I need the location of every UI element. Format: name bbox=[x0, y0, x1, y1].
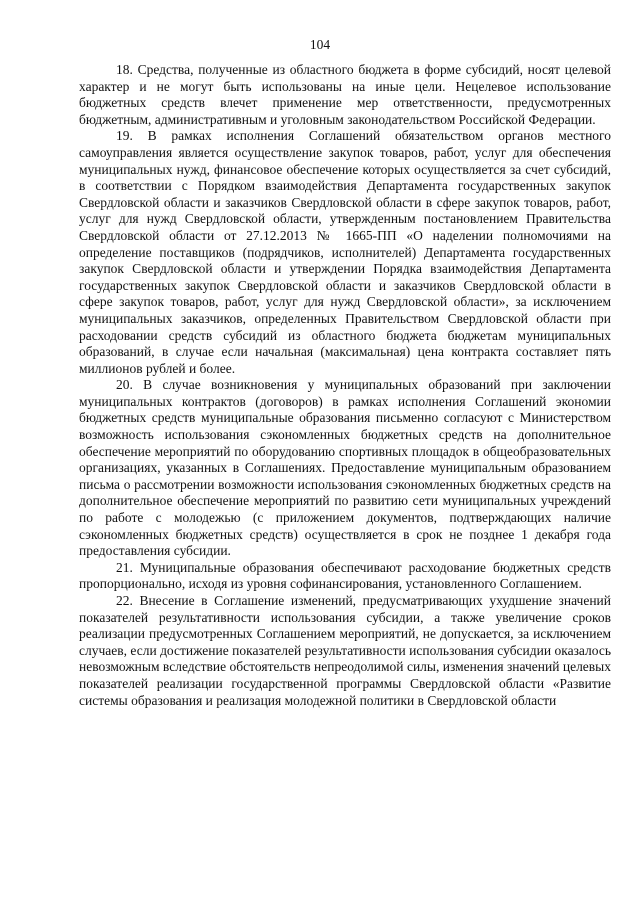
paragraph-21: 21. Муниципальные образования обеспечивают расходование бюджетных средств пропорционально, исходя из уровня софинансирования, установленного Соглашением. bbox=[79, 559, 611, 592]
paragraph-22: 22. Внесение в Соглашение изменений, предусматривающих ухудшение значений показателей результативности использования субсидии, а также увеличение сроков реализации предусмотренных Соглашением мероприятий, не допускается, за исключением случаев, если достижение показателей результативности использования субсидии оказалось невозможным вследствие обстоятельств непреодолимой силы, изменения значений целевых показателей реализации государственной программы Свердловской области «Развитие системы образования и реализация молодежной политики в Свердловской области bbox=[79, 593, 611, 708]
page-number: 104 bbox=[309, 37, 331, 52]
paragraph-20: 20. В случае возникновения у муниципальных образований при заключении муниципальных контрактов (договоров) в рамках исполнения Соглашений экономии бюджетных средств муниципальные образования письменно согласуют с Министерством возможность использования сэкономленных бюджетных средств на дополнительное обеспечение мероприятий по оборудованию спортивных площадок в общеобразовательных организациях, указанных в Соглашениях. Предоставление муниципальным образованием письма о рассмотрении возможности использования сэкономленных бюджетных средств на дополнительное обеспечение мероприятий по развитию сети муниципальных учреждений по работе с молодежью (с приложением документов, подтверждающих наличие сэкономленных бюджетных средств) осуществляется в срок не позднее 1 декабря года предоставления субсидии. bbox=[79, 377, 611, 559]
document-body bbox=[79, 62, 611, 709]
paragraph-19: 19. В рамках исполнения Соглашений обязательством органов местного самоуправления является осуществление закупок товаров, работ, услуг для обеспечения муниципальных нужд, финансовое обеспечение которых осуществляется за счет субсидий, в соответствии с Порядком взаимодействия Департамента государственных закупок Свердловской области и заказчиков Свердловской области в сфере закупок товаров, работ, услуг для нужд Свердловской области, утвержденным постановлением Правительства Свердловской области от 27.12.2013 № 1665-ПП «О наделении полномочиями на определение поставщиков (подрядчиков, исполнителей) Департамента государственных закупок Свердловской области и утверждении Порядка взаимодействия Департамента государственных закупок Свердловской области и заказчиков Свердловской области в сфере закупок товаров, работ, услуг для нужд Свердловской области», за исключением муниципальных заказчиков, определенных Правительством Свердловской области при расходовании средств субсидий из областного бюджета бюджетам муниципальных образований, в случае если начальная (максимальная) цена контракта составляет пять миллионов рублей и более. bbox=[79, 128, 611, 376]
paragraph-18: 18. Средства, полученные из областного бюджета в форме субсидий, носят целевой характер и не могут быть использованы на иные цели. Нецелевое использование бюджетных средств влечет применение мер ответственности, предусмотренных бюджетным, административным и уголовным законодательством Российской Федерации. bbox=[79, 62, 611, 127]
